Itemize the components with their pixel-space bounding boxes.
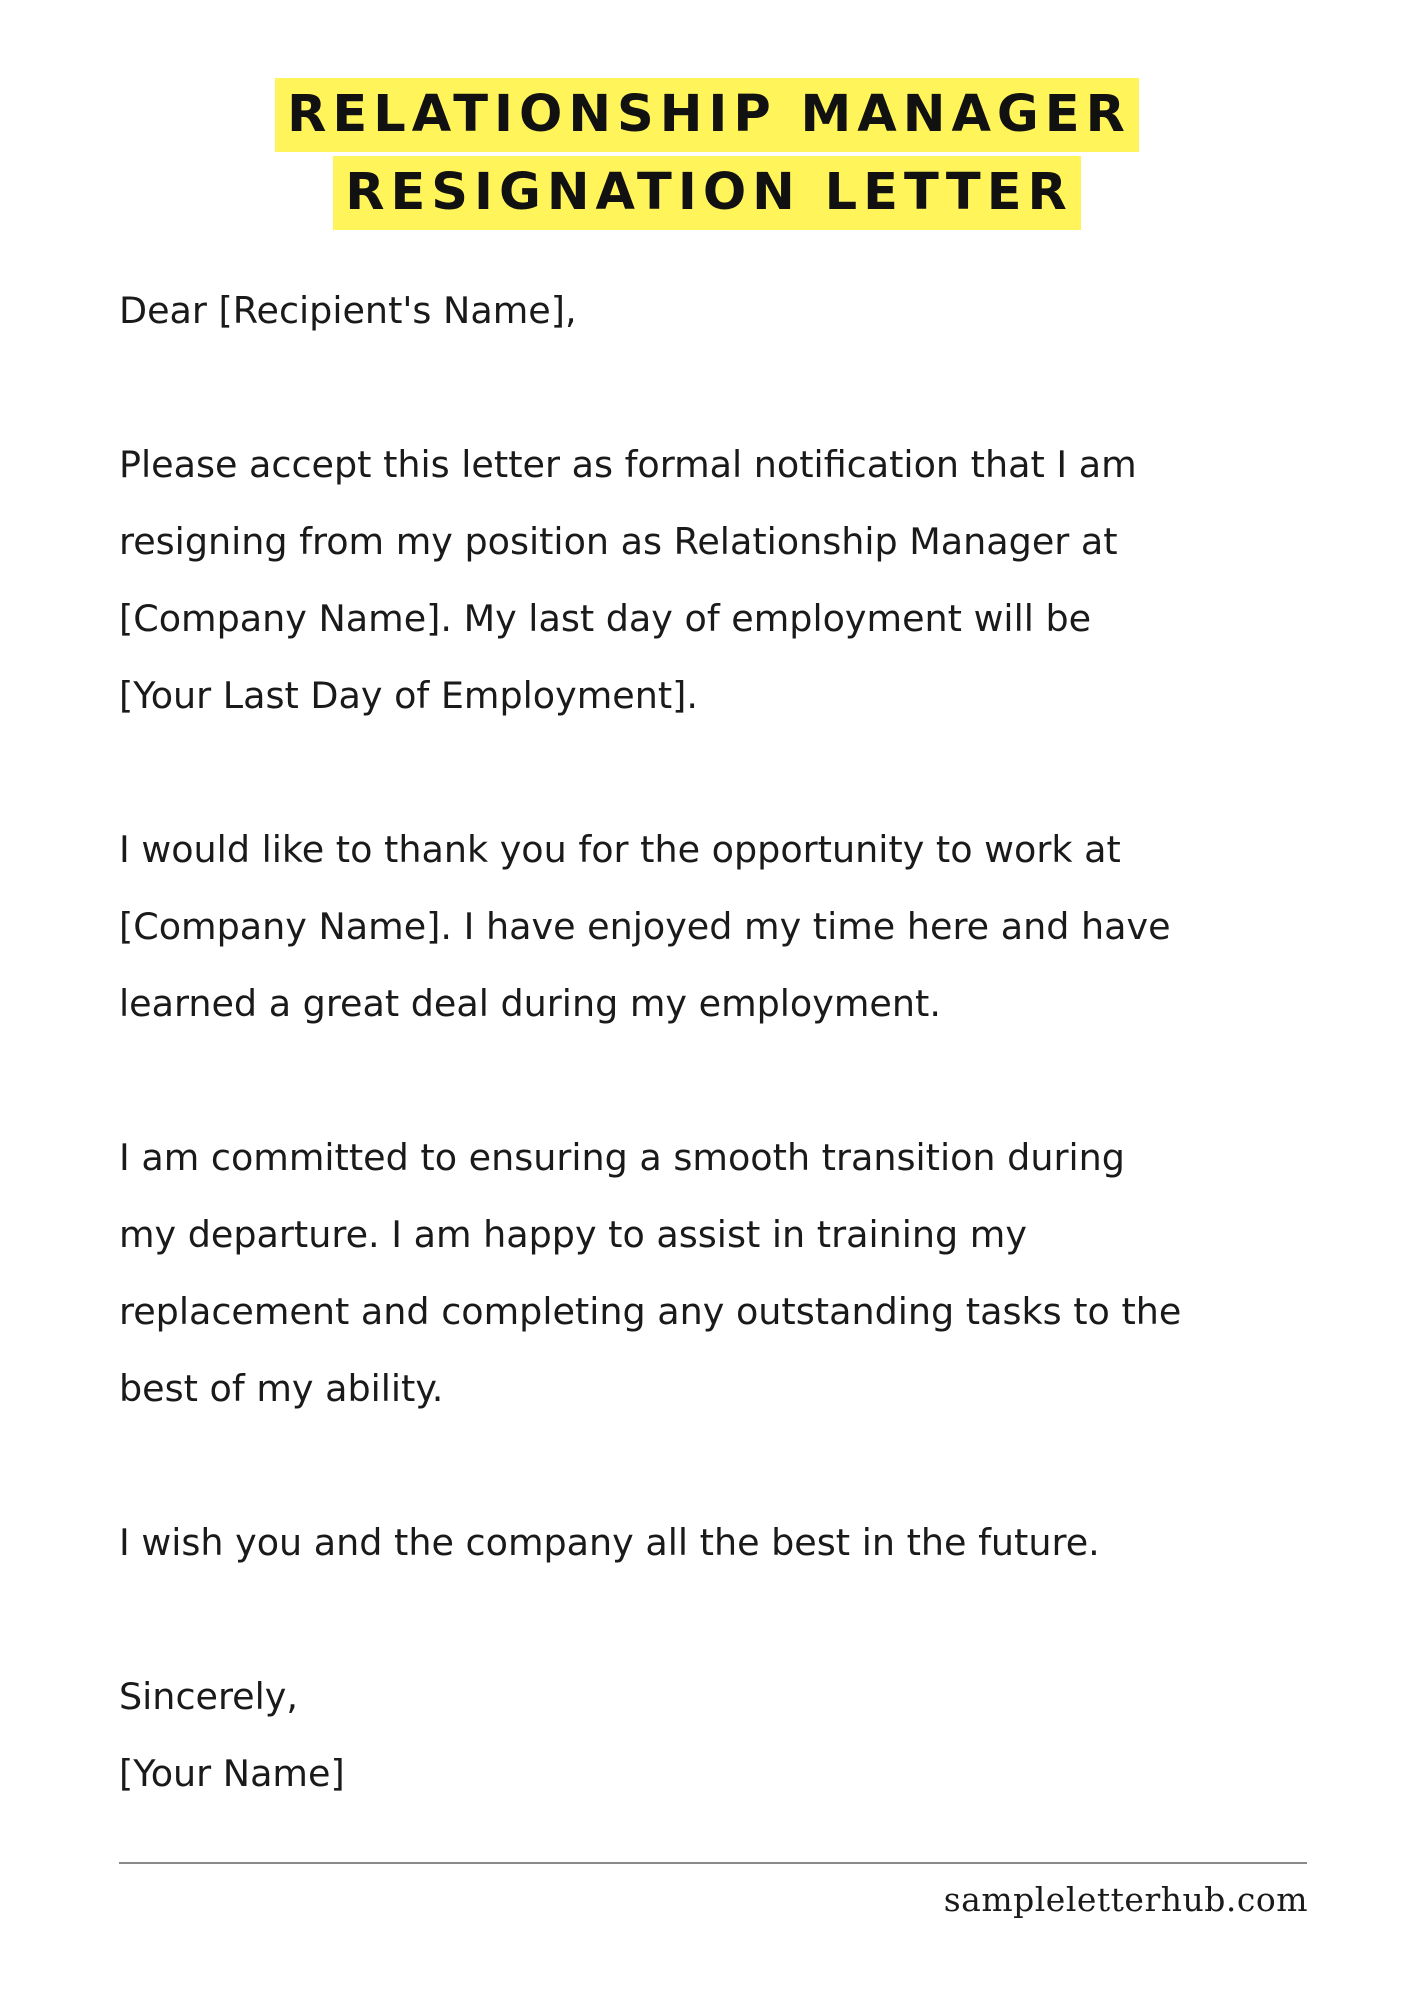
paragraph-line: replacement and completing any outstanding tasks to the (119, 1290, 1182, 1333)
footer-divider (119, 1862, 1307, 1864)
title-line-2: RESIGNATION LETTER (333, 156, 1081, 230)
paragraph-line: [Your Last Day of Employment]. (119, 674, 699, 717)
paragraph-line: I would like to thank you for the opportunity to work at (119, 828, 1121, 871)
paragraph-line: [Company Name]. I have enjoyed my time here and have (119, 905, 1171, 948)
paragraph-line: Please accept this letter as formal notification that I am (119, 443, 1137, 486)
closing: Sincerely, (119, 1675, 298, 1718)
signature-name: [Your Name] (119, 1752, 345, 1795)
paragraph-line: best of my ability. (119, 1367, 444, 1410)
paragraph-line: I am committed to ensuring a smooth transition during (119, 1136, 1125, 1179)
paragraph-line: resigning from my position as Relationship Manager at (119, 520, 1118, 563)
paragraph-line: learned a great deal during my employment. (119, 982, 941, 1025)
document-title (0, 78, 1414, 234)
paragraph-2 (119, 811, 1359, 1042)
paragraph-1 (119, 426, 1359, 734)
salutation: Dear [Recipient's Name], (119, 289, 577, 332)
paragraph-line: I wish you and the company all the best in the future. (119, 1521, 1100, 1564)
paragraph-4 (119, 1504, 1359, 1581)
paragraph-line: [Company Name]. My last day of employment will be (119, 597, 1092, 640)
paragraph-3 (119, 1119, 1359, 1427)
paragraph-line: my departure. I am happy to assist in training my (119, 1213, 1027, 1256)
letter-body (119, 272, 1359, 1812)
title-line-1: RELATIONSHIP MANAGER (275, 78, 1139, 152)
footer-website: sampleletterhub.com (943, 1880, 1308, 1919)
